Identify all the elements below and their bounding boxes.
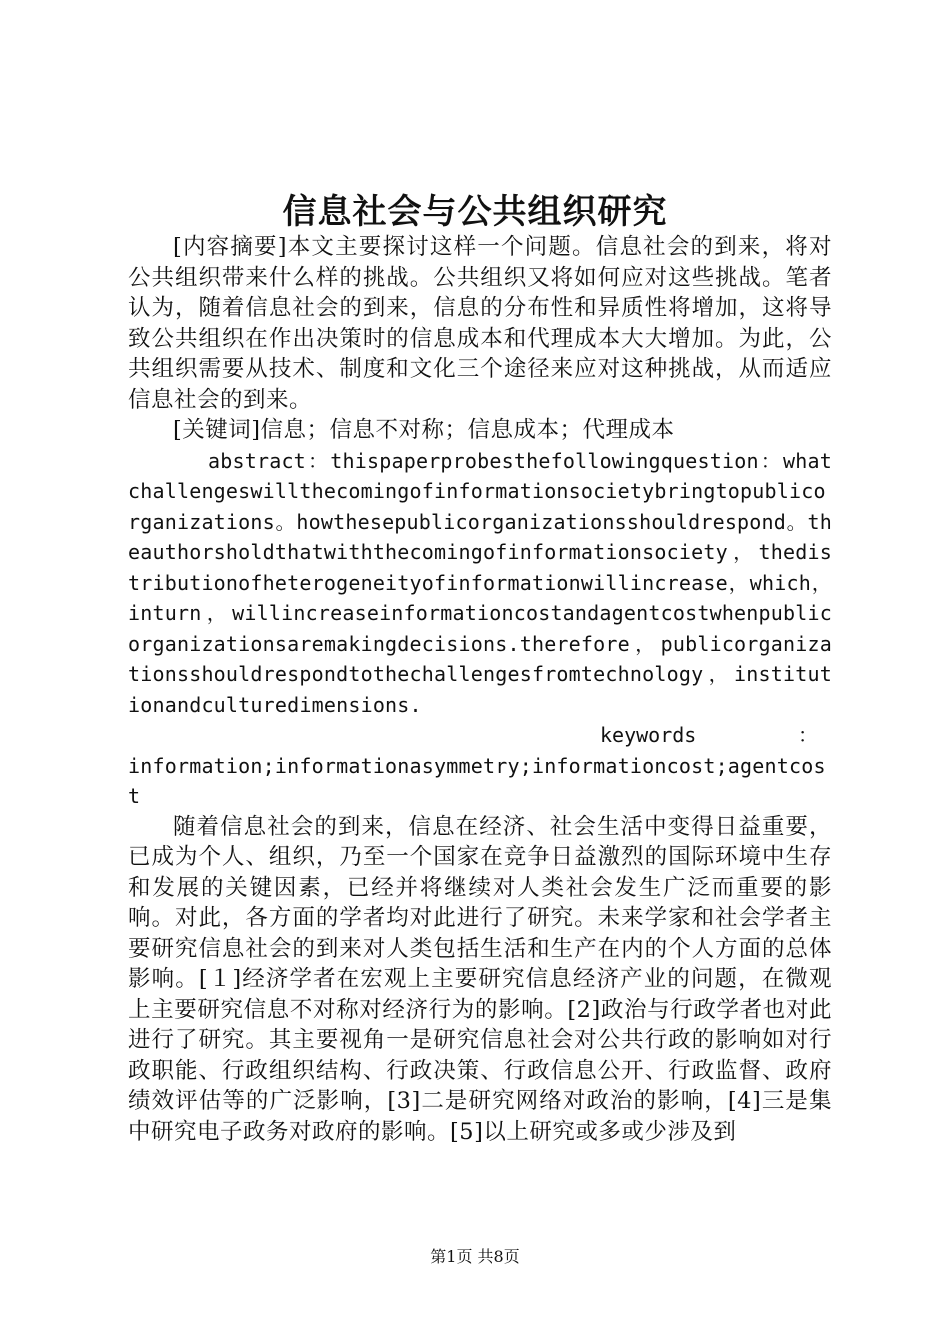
keywords-en-label-line [128,720,832,751]
document-title: 信息社会与公共组织研究 [282,192,668,232]
body-paragraph: 随着信息社会的到来，信息在经济、社会生活中变得日益重要，已成为个人、组织，乃至一个国家在竞争日益激烈的国际环境中生存和发展的关键因素，已经并将继续对人类社会发生广泛而重要的影响。对此，各方面的学者均对此进行了研究。未来学家和社会学者主要研究信息社会的到来对人类包括生活和生产在内的个人方面的总体影响。[１]经济学者在宏观上主要研究信息经济产业的问题，在微观上主要研究信息不对称对经济行为的影响。[2]政治与行政学者也对此进行了研究。其主要视角一是研究信息社会对公共行政的影响如对行政职能、行政组织结构、行政决策、行政信息公开、行政监督、政府绩效评估等的广泛影响，[3]二是研究网络对政治的影响，[4]三是集中研究电子政务对政府的影响。[5]以上研究或多或少涉及到 [128,813,832,1145]
keywords-en-label: keywords [600,723,697,747]
abstract-en-paragraph: abstract：thispaperprobesthefollowingquestion：whatchallengeswillthecomingofinformationsocietybringtopublicorganizations。howthesepublicorganizationsshouldrespond。theauthorsholdthatwiththecomingofinformationsociety，thedistributionofheterogeneityofinformationwillincrease，which，inturn，willincreaseinformationcostandagentcostwhenpublicorganizationsaremakingdecisions.therefore，publicorganizationsshouldrespondtothechallengesfromtechnology，institutionandculturedimensions. [128,448,832,717]
summary-paragraph: [内容摘要]本文主要探讨这样一个问题。信息社会的到来，将对公共组织带来什么样的挑战。公共组织又将如何应对这些挑战。笔者认为，随着信息社会的到来，信息的分布性和异质性将增加，这将导致公共组织在作出决策时的信息成本和代理成本大大增加。为此，公共组织需要从技术、制度和文化三个途径来应对这种挑战，从而适应信息社会的到来。 [128,234,832,413]
page-footer: 第1页 共8页 [430,1247,520,1266]
document-body [128,232,832,1147]
keywords-en-paragraph: information;informationasymmetry;informationcost;agentcost [128,753,826,808]
keywords-en-colon: ： [798,723,818,747]
keywords-cn-paragraph: [关键词]信息；信息不对称；信息成本；代理成本 [173,417,675,443]
